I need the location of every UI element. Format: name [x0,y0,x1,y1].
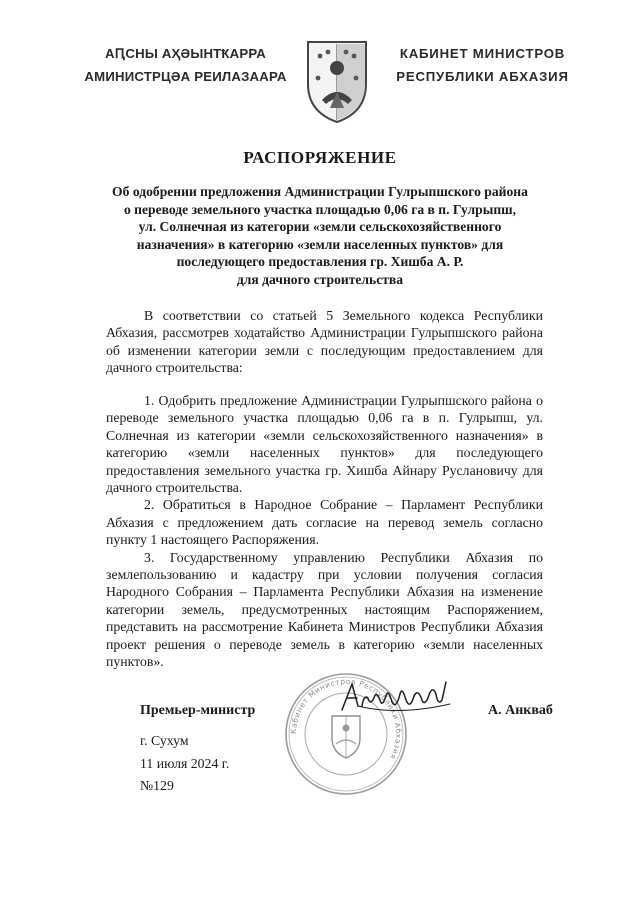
header-left-line1: АԤСНЫ АҲӘЫНТҞАРРА [105,46,266,61]
order-item-2: 2. Обратиться в Народное Собрание – Парламент Республики Абхазия с предложением дать согласие на перевод земель согласно пункту 1 настоящего Распоряжения. [106,497,543,548]
order-items [106,392,543,671]
document-number: №129 [140,778,174,793]
header-abkhaz-text [78,42,293,88]
abkhazia-emblem-icon [304,38,370,124]
header-right-line1: КАБИНЕТ МИНИСТРОВ [399,46,566,61]
document-subject [95,183,545,289]
document-date: 11 июля 2024 г. [140,756,230,771]
signatory-position: Премьер-министр [140,703,256,718]
subject-line: Об одобрении предложения Администрации Гулрыпшского района [112,184,528,199]
subject-line: ул. Солнечная из категории «земли сельскохозяйственного [138,219,502,235]
preamble-paragraph [106,307,543,377]
order-item-3: 3. Государственному управлению Республики Абхазия по землепользованию и кадастру при условии получения согласия Народного Собрания – Парламента Республики Абхазия на изменение категории земель, предусмотренных настоящим Распоряжением, представить на рассмотрение Кабинета Министров Республики Абхазия проект решения о переводе земель в категорию «земли населенных пунктов». [106,549,543,670]
header-right-line2: РЕСПУБЛИКИ АБХАЗИЯ [396,69,569,84]
seal-text: Кабинет Министров Республики Абхазия [288,676,404,761]
subject-line: назначения» в категорию «земли населенных пунктов» для [136,236,504,252]
preamble-text: В соответствии со статьей 5 Земельного кодекса Республики Абхазия, рассмотрев ходатайство Администрации Гулрыпшского района об изменении категории земли с последующим предоставлением для дачного строительства: [106,308,543,376]
header-russian-text [390,42,575,88]
header-left-line2: АМИНИСТРЦӘА РЕИЛАЗААРА [84,69,287,84]
signatory-name: А. Анкваб [488,703,553,718]
subject-line: для дачного строительства [236,271,404,287]
document-city: г. Сухум [140,733,189,748]
subject-line: последующего предоставления гр. Хишба А. Р. [176,254,464,270]
document-title: РАСПОРЯЖЕНИЕ [243,148,397,167]
subject-line: о переводе земельного участка площадью 0,06 га в п. Гулрыпш, [123,201,517,217]
handwritten-signature [338,676,456,718]
order-item-1: 1. Одобрить предложение Администрации Гулрыпшского района о переводе земельного участка площадью 0,06 га в п. Гулрыпш, ул. Солнечная из категории «земли сельскохозяйственного назначения» в категорию «земли населенных пунктов» для последующего предоставления земельного участка гр. Хишба Айнару Руслановичу для дачного строительства. [106,393,543,496]
